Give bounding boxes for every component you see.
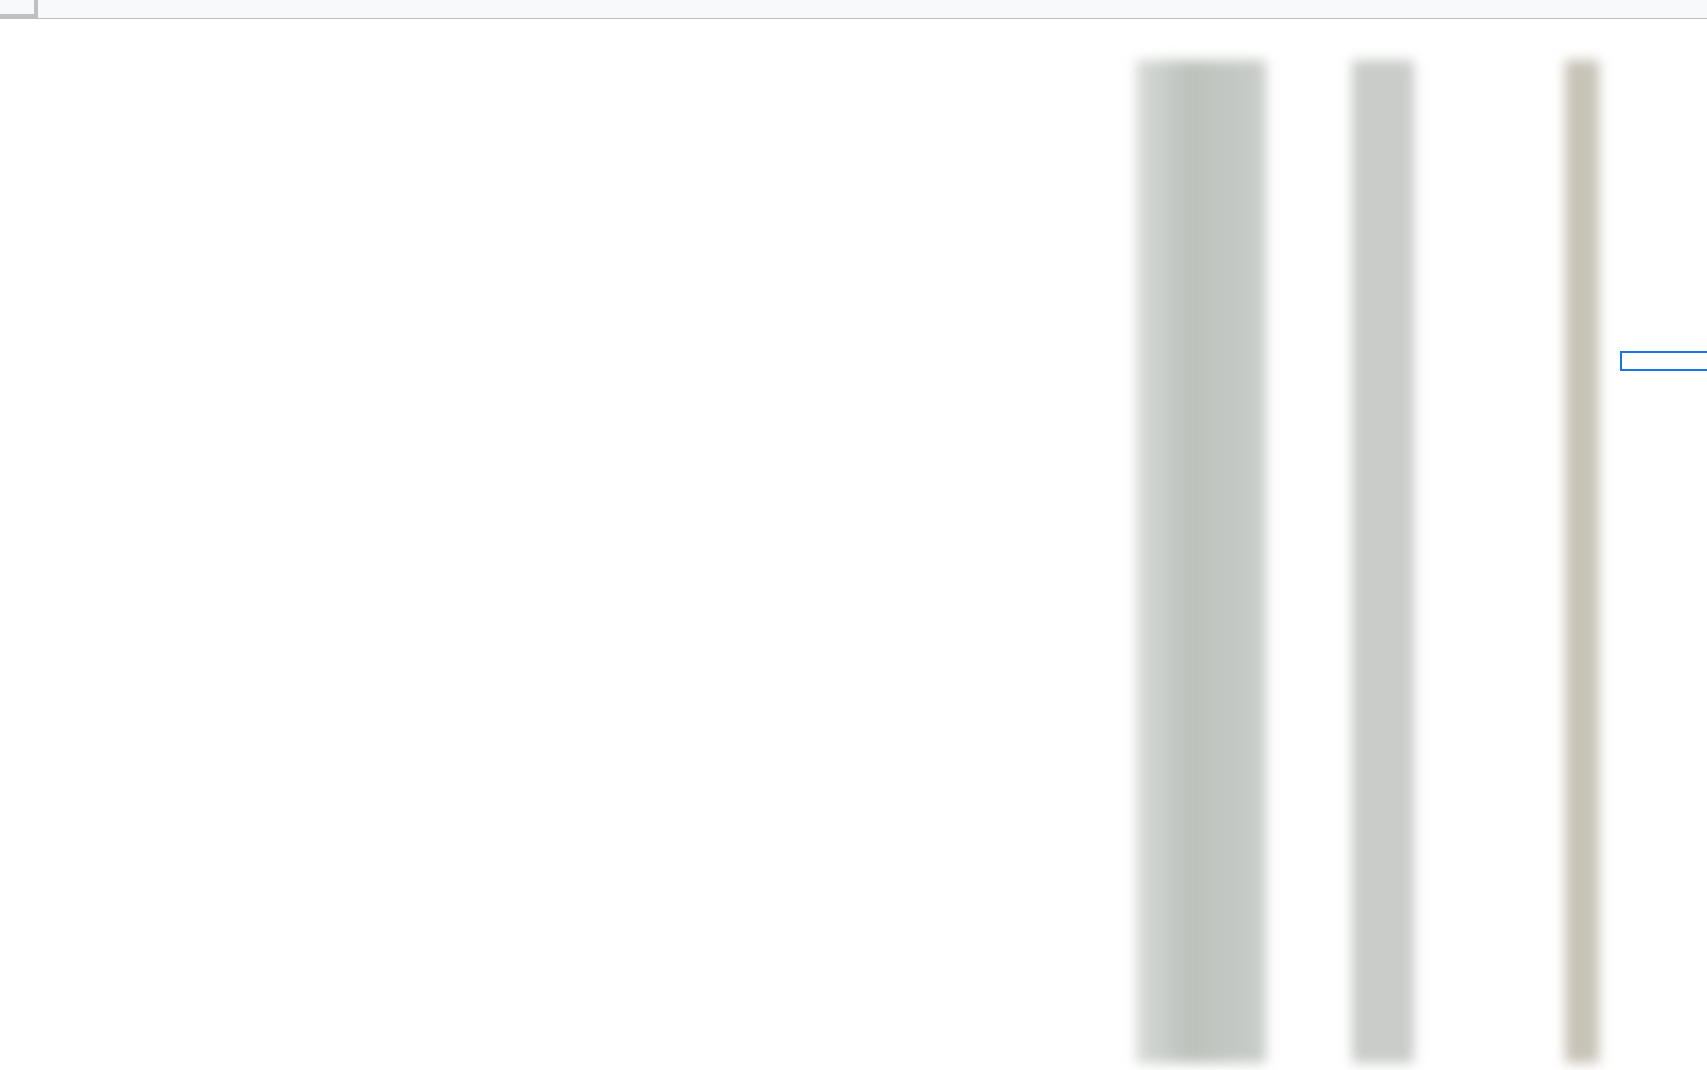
- redacted-barter-region: [1565, 60, 1599, 1063]
- column-header-bar: [0, 0, 1707, 19]
- redacted-email-region: [1136, 60, 1266, 1063]
- redacted-phone-region: [1352, 60, 1414, 1063]
- selected-cell[interactable]: [1620, 351, 1707, 371]
- select-all-corner[interactable]: [0, 0, 38, 18]
